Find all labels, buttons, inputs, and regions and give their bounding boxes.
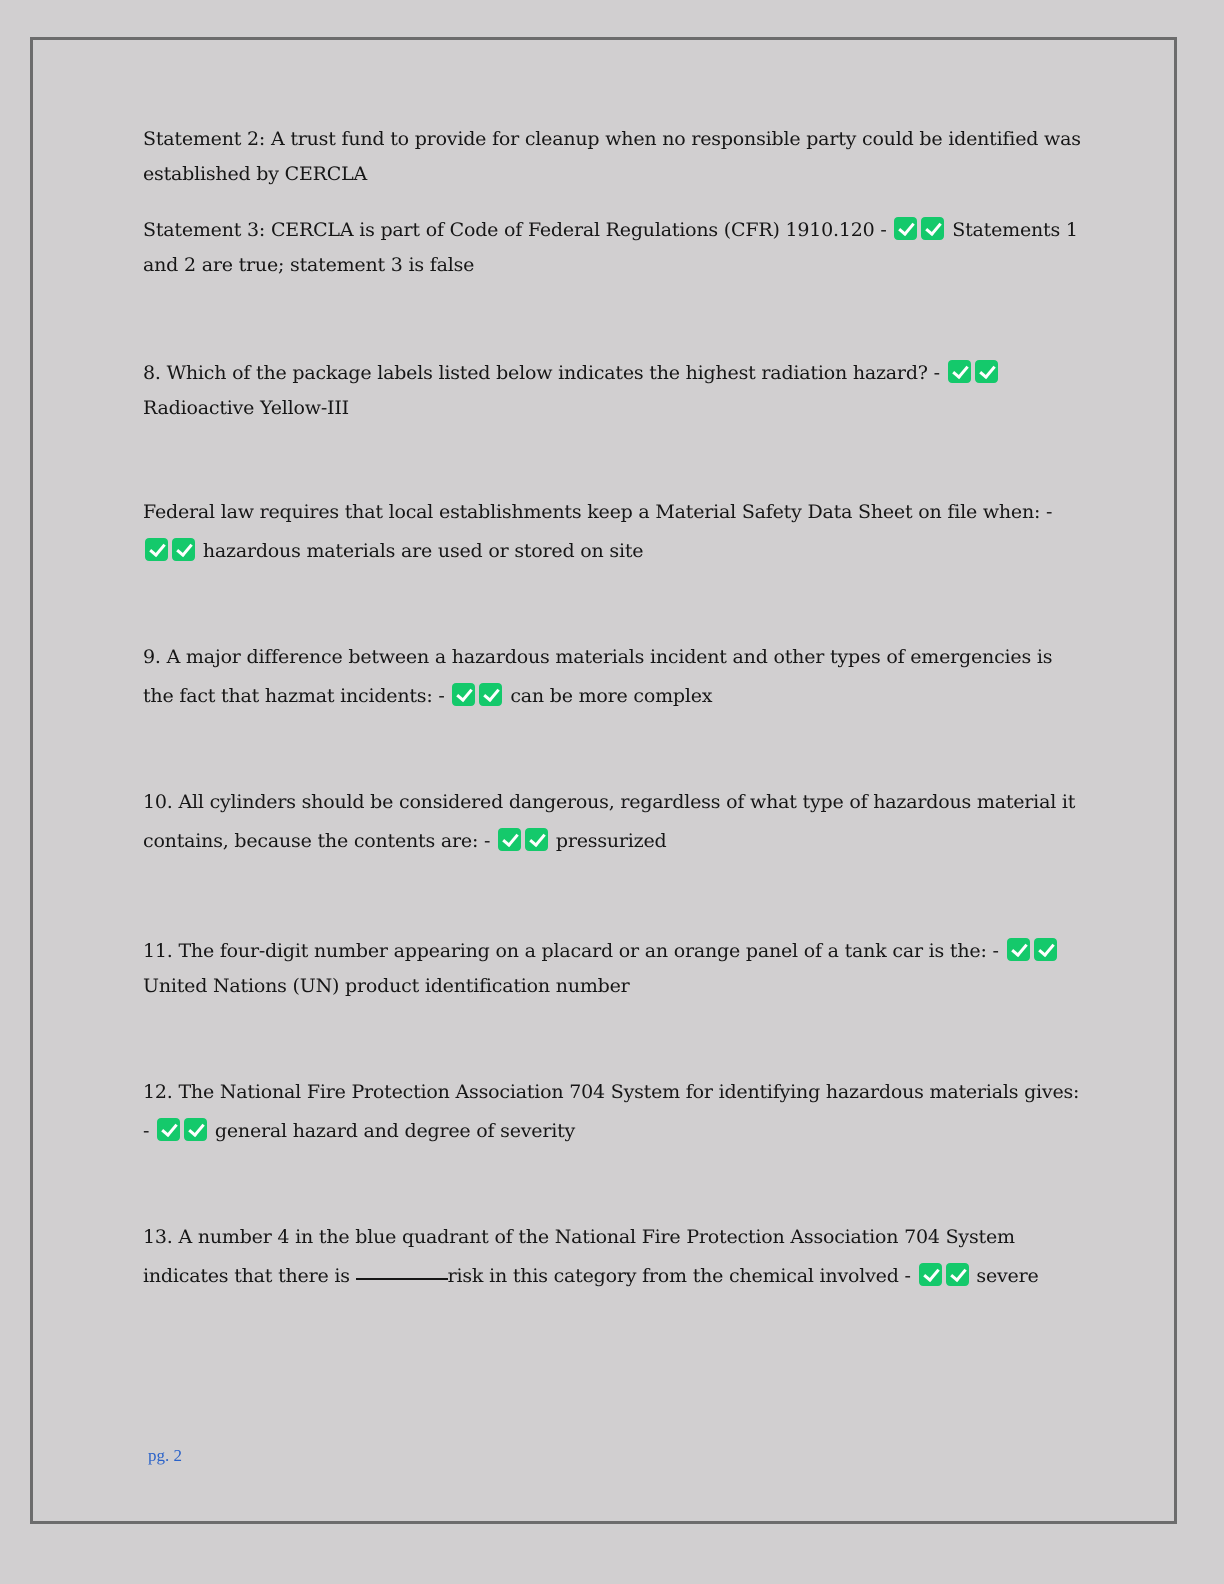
question-10	[143, 783, 1083, 861]
question-text: 13. A number 4 in the blue quadrant of the National Fire Protection Association 704 System indicates that there is	[143, 1226, 1015, 1287]
question-text: 11. The four-digit number appearing on a placard or an orange panel of a tank car is the: -	[143, 940, 999, 962]
statement-2	[143, 122, 1083, 192]
question-11	[143, 934, 1083, 1004]
question-text-continued: risk in this category from the chemical involved -	[447, 1265, 911, 1287]
answer-text: pressurized	[555, 830, 667, 852]
check-mark-icon	[157, 1118, 180, 1141]
question-9	[143, 638, 1083, 716]
question-text: Statement 3: CERCLA is part of Code of Federal Regulations (CFR) 1910.120 -	[143, 219, 887, 241]
question-msds	[143, 493, 1083, 571]
check-mark-icon	[172, 538, 195, 561]
question-text: Federal law requires that local establishments keep a Material Safety Data Sheet on file when: -	[143, 501, 1053, 523]
statement-3	[143, 213, 1083, 283]
answer-text: United Nations (UN) product identification number	[143, 975, 630, 997]
question-13	[143, 1218, 1083, 1296]
check-mark-icon	[452, 683, 475, 706]
check-mark-icon	[498, 828, 521, 851]
check-mark-icon	[975, 360, 998, 383]
question-text: 12. The National Fire Protection Association 704 System for identifying hazardous materials gives: -	[143, 1081, 1080, 1142]
answer-text: hazardous materials are used or stored on site	[202, 540, 644, 562]
fill-in-blank	[356, 1278, 448, 1280]
statement-2-text: Statement 2: A trust fund to provide for cleanup when no responsible party could be identified was established by CERCLA	[143, 128, 1081, 185]
question-text: 8. Which of the package labels listed below indicates the highest radiation hazard? -	[143, 362, 940, 384]
check-mark-icon	[1007, 938, 1030, 961]
check-mark-icon	[919, 1263, 942, 1286]
question-text: 9. A major difference between a hazardous materials incident and other types of emergencies is the fact that hazmat incidents: -	[143, 646, 1053, 707]
check-mark-icon	[921, 217, 944, 240]
page-number: pg. 2	[148, 1446, 182, 1465]
question-8	[143, 356, 1083, 426]
answer-text: Radioactive Yellow-III	[143, 397, 349, 419]
document-body	[143, 122, 1083, 1296]
check-mark-icon	[1034, 938, 1057, 961]
check-mark-icon	[479, 683, 502, 706]
answer-text: Statements 1 and 2 are true; statement 3 is false	[143, 219, 1078, 276]
check-mark-icon	[948, 360, 971, 383]
check-mark-icon	[525, 828, 548, 851]
question-text: 10. All cylinders should be considered dangerous, regardless of what type of hazardous material it contains, because the contents are: -	[143, 791, 1076, 852]
answer-text: can be more complex	[510, 685, 713, 707]
answer-text: general hazard and degree of severity	[214, 1120, 576, 1142]
check-mark-icon	[894, 217, 917, 240]
answer-text: severe	[976, 1265, 1039, 1287]
check-mark-icon	[184, 1118, 207, 1141]
check-mark-icon	[145, 538, 168, 561]
check-mark-icon	[946, 1263, 969, 1286]
question-12	[143, 1073, 1083, 1151]
